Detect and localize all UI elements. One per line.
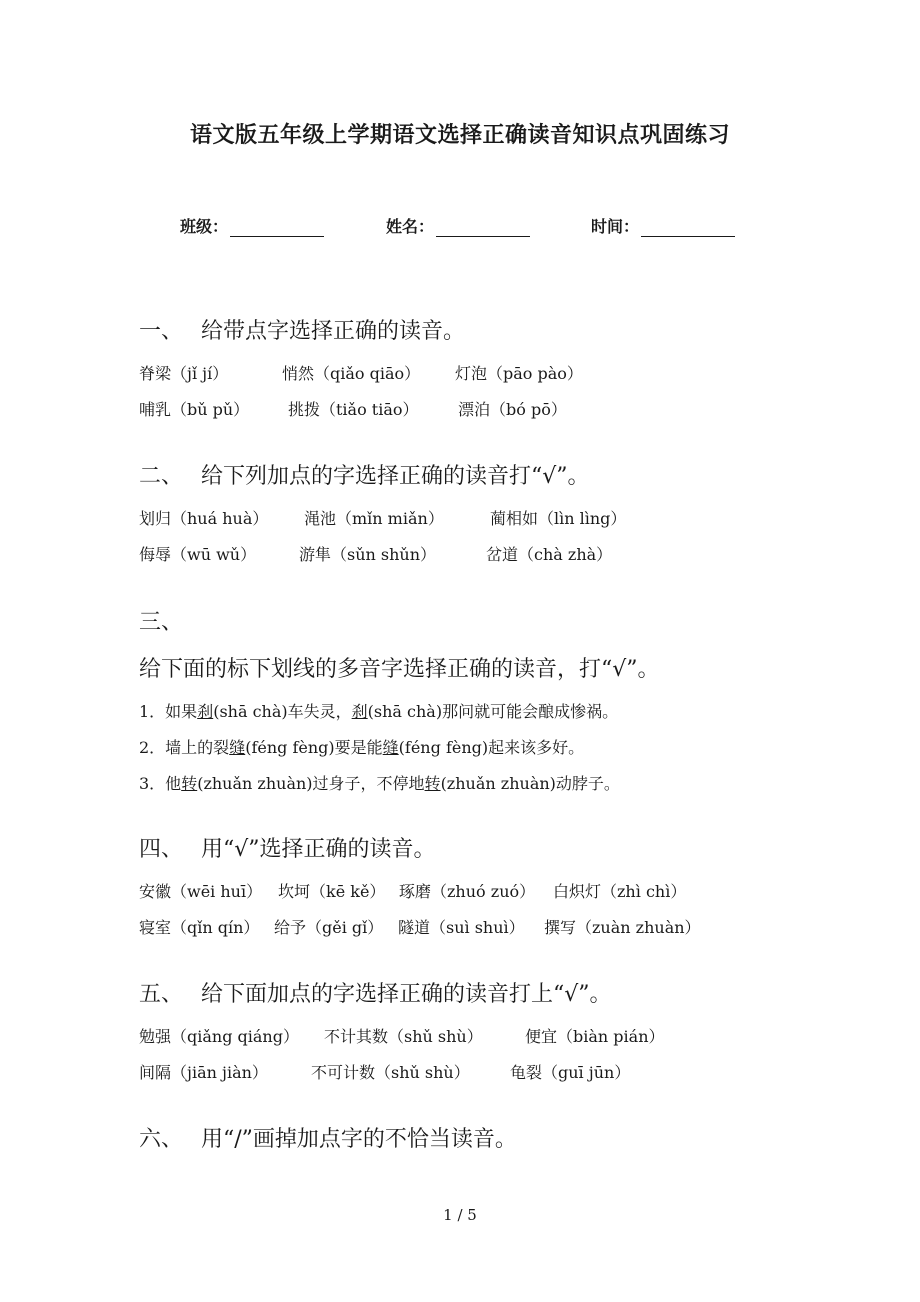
question-3 [139,771,620,794]
section-number: 六、 [139,1127,184,1152]
item: 龟裂（guī jūn） [510,1063,631,1082]
item: 琢磨（zhuó zuó） [399,882,536,901]
item: 游隼（sǔn shǔn） [299,545,437,564]
underlined-char: 缝 [229,738,246,757]
section-3-instruction: 给下面的标下划线的多音字选择正确的读音，打“√”。 [139,657,660,682]
section-2-heading [139,459,590,490]
item: 撰写（zuàn zhuàn） [544,918,701,937]
section-title: 给下列加点的字选择正确的读音打“√”。 [201,464,590,489]
item: 勉强（qiǎng qiáng） [139,1027,299,1046]
section-number: 四、 [139,837,184,862]
section-5-row-2 [139,1060,630,1083]
text: (shā chà)车失灵， [213,702,352,721]
section-title: 给带点字选择正确的读音。 [201,319,466,344]
item: 给予（gěi gǐ） [274,918,384,937]
section-2-row-2 [139,542,612,565]
section-1-heading [139,314,465,345]
text: (shā chà)那问就可能会酿成惨祸。 [367,702,619,721]
page-title: 语文版五年级上学期语文选择正确读音知识点巩固练习 [189,122,730,148]
page-number: 1 / 5 [443,1206,477,1224]
item: 渑池（mǐn miǎn） [304,509,444,528]
underlined-char: 缝 [382,738,399,757]
item: 不计其数（shǔ shù） [324,1027,483,1046]
section-4-heading [139,832,436,863]
section-1-row-2 [139,397,567,420]
item: 漂泊（bó pō） [458,400,567,419]
section-3-heading [139,605,201,636]
section-number: 一、 [139,319,184,344]
text: 1．如果 [139,702,198,721]
section-number: 三、 [139,610,184,635]
item: 岔道（chà zhà） [486,545,613,564]
section-5-row-1 [139,1024,665,1047]
section-title: 用“√”选择正确的读音。 [201,837,436,862]
class-label: 班级： [180,217,229,236]
text: (zhuǎn zhuàn)动脖子。 [440,774,620,793]
question-1 [139,699,618,722]
underlined-char: 转 [181,774,198,793]
time-field [591,214,735,237]
item: 脊梁（jǐ jí） [139,364,229,383]
name-field [386,214,530,237]
section-4-row-2 [139,915,701,938]
item: 悄然（qiǎo qiāo） [282,364,421,383]
section-title: 给下面加点的字选择正确的读音打上“√”。 [201,982,612,1007]
section-6-heading [139,1122,517,1153]
underlined-char: 刹 [351,702,368,721]
text: 3．他 [139,774,182,793]
text: 2．墙上的裂 [139,738,230,757]
item: 坎坷（kē kě） [278,882,386,901]
section-4-row-1 [139,879,686,902]
section-title: 用“/”画掉加点字的不恰当读音。 [201,1127,517,1152]
item: 不可计数（shǔ shù） [311,1063,470,1082]
name-blank[interactable] [436,220,530,237]
question-2 [139,735,584,758]
text: (féng fèng)要是能 [245,738,383,757]
time-blank[interactable] [641,220,735,237]
section-number: 五、 [139,982,184,1007]
item: 安徽（wēi huī） [139,882,263,901]
item: 侮辱（wū wǔ） [139,545,257,564]
item: 隧道（suì shuì） [398,918,525,937]
item: 蔺相如（lìn lìng） [490,509,627,528]
class-field [180,214,324,237]
item: 间隔（jiān jiàn） [139,1063,268,1082]
item: 灯泡（pāo pào） [455,364,583,383]
item: 白炽灯（zhì chì） [553,882,687,901]
section-1-row-1 [139,361,583,384]
text: (féng fèng)起来该多好。 [398,738,585,757]
text: (zhuǎn zhuàn)过身子，不停地 [197,774,425,793]
section-2-row-1 [139,506,626,529]
class-blank[interactable] [230,220,324,237]
item: 便宜（biàn pián） [525,1027,665,1046]
underlined-char: 刹 [197,702,214,721]
section-5-heading [139,977,612,1008]
item: 哺乳（bǔ pǔ） [139,400,250,419]
section-number: 二、 [139,464,184,489]
item: 划归（huá huà） [139,509,269,528]
time-label: 时间： [591,217,640,236]
underlined-char: 转 [424,774,441,793]
item: 寝室（qǐn qín） [139,918,260,937]
name-label: 姓名： [386,217,435,236]
item: 挑拨（tiǎo tiāo） [288,400,419,419]
